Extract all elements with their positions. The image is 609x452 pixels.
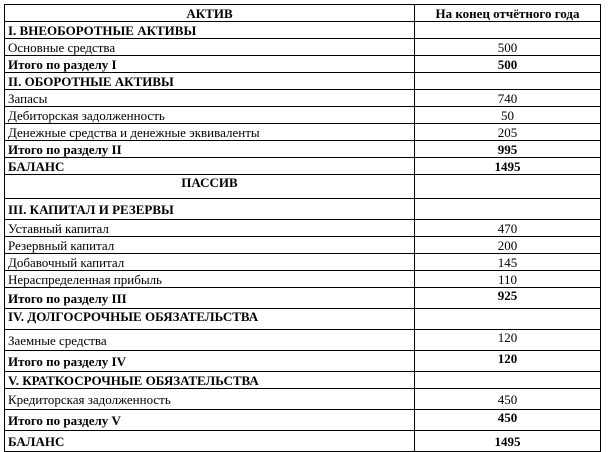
balance-sheet bbox=[4, 4, 601, 452]
table-row bbox=[5, 237, 601, 254]
table-row bbox=[5, 124, 601, 141]
section-row bbox=[5, 309, 601, 330]
total-value: 500 bbox=[415, 56, 601, 73]
table-row bbox=[5, 389, 601, 410]
liabilities-header: ПАССИВ bbox=[5, 175, 415, 199]
liabilities-header-row bbox=[5, 175, 601, 199]
balance-table bbox=[4, 4, 601, 452]
header-period: На конец отчётного года bbox=[415, 5, 601, 22]
total-value: 450 bbox=[415, 410, 601, 431]
section-row bbox=[5, 199, 601, 220]
total-row bbox=[5, 410, 601, 431]
table-row bbox=[5, 271, 601, 288]
balance-label: БАЛАНС bbox=[5, 431, 415, 452]
row-label: Дебиторская задолженность bbox=[5, 107, 415, 124]
row-value: 500 bbox=[415, 39, 601, 56]
total-label: Итого по разделу II bbox=[5, 141, 415, 158]
row-value: 740 bbox=[415, 90, 601, 107]
row-label: Резервный капитал bbox=[5, 237, 415, 254]
row-value: 470 bbox=[415, 220, 601, 237]
balance-value: 1495 bbox=[415, 158, 601, 175]
row-value: 450 bbox=[415, 389, 601, 410]
total-row bbox=[5, 141, 601, 158]
total-label: Итого по разделу III bbox=[5, 288, 415, 309]
total-label: Итого по разделу IV bbox=[5, 351, 415, 372]
section-4-title: IV. ДОЛГОСРОЧНЫЕ ОБЯЗАТЕЛЬСТВА bbox=[5, 309, 415, 330]
row-value: 120 bbox=[415, 330, 601, 351]
total-value: 925 bbox=[415, 288, 601, 309]
total-label: Итого по разделу V bbox=[5, 410, 415, 431]
total-value: 120 bbox=[415, 351, 601, 372]
row-value: 200 bbox=[415, 237, 601, 254]
table-row bbox=[5, 39, 601, 56]
row-label: Нераспределенная прибыль bbox=[5, 271, 415, 288]
total-row bbox=[5, 56, 601, 73]
section-5-title: V. КРАТКОСРОЧНЫЕ ОБЯЗАТЕЛЬСТВА bbox=[5, 372, 415, 389]
balance-label: БАЛАНС bbox=[5, 158, 415, 175]
row-label: Кредиторская задолженность bbox=[5, 389, 415, 410]
row-label: Основные средства bbox=[5, 39, 415, 56]
header-row bbox=[5, 5, 601, 22]
table-row bbox=[5, 330, 601, 351]
total-label: Итого по разделу I bbox=[5, 56, 415, 73]
total-row bbox=[5, 351, 601, 372]
table-row bbox=[5, 220, 601, 237]
table-row bbox=[5, 107, 601, 124]
balance-row bbox=[5, 158, 601, 175]
row-label: Запасы bbox=[5, 90, 415, 107]
section-3-title: III. КАПИТАЛ И РЕЗЕРВЫ bbox=[5, 199, 415, 220]
row-label: Уставный капитал bbox=[5, 220, 415, 237]
balance-value: 1495 bbox=[415, 431, 601, 452]
table-row bbox=[5, 90, 601, 107]
table-row bbox=[5, 254, 601, 271]
total-value: 995 bbox=[415, 141, 601, 158]
row-value: 205 bbox=[415, 124, 601, 141]
row-value: 145 bbox=[415, 254, 601, 271]
total-row bbox=[5, 288, 601, 309]
row-label: Денежные средства и денежные эквиваленты bbox=[5, 124, 415, 141]
balance-row bbox=[5, 431, 601, 452]
section-row bbox=[5, 73, 601, 90]
section-2-title: II. ОБОРОТНЫЕ АКТИВЫ bbox=[5, 73, 415, 90]
row-label: Заемные средства bbox=[5, 330, 415, 351]
row-value: 50 bbox=[415, 107, 601, 124]
section-1-title: I. ВНЕОБОРОТНЫЕ АКТИВЫ bbox=[5, 22, 415, 39]
header-asset: АКТИВ bbox=[5, 5, 415, 22]
section-row bbox=[5, 22, 601, 39]
section-row bbox=[5, 372, 601, 389]
row-label: Добавочный капитал bbox=[5, 254, 415, 271]
row-value: 110 bbox=[415, 271, 601, 288]
